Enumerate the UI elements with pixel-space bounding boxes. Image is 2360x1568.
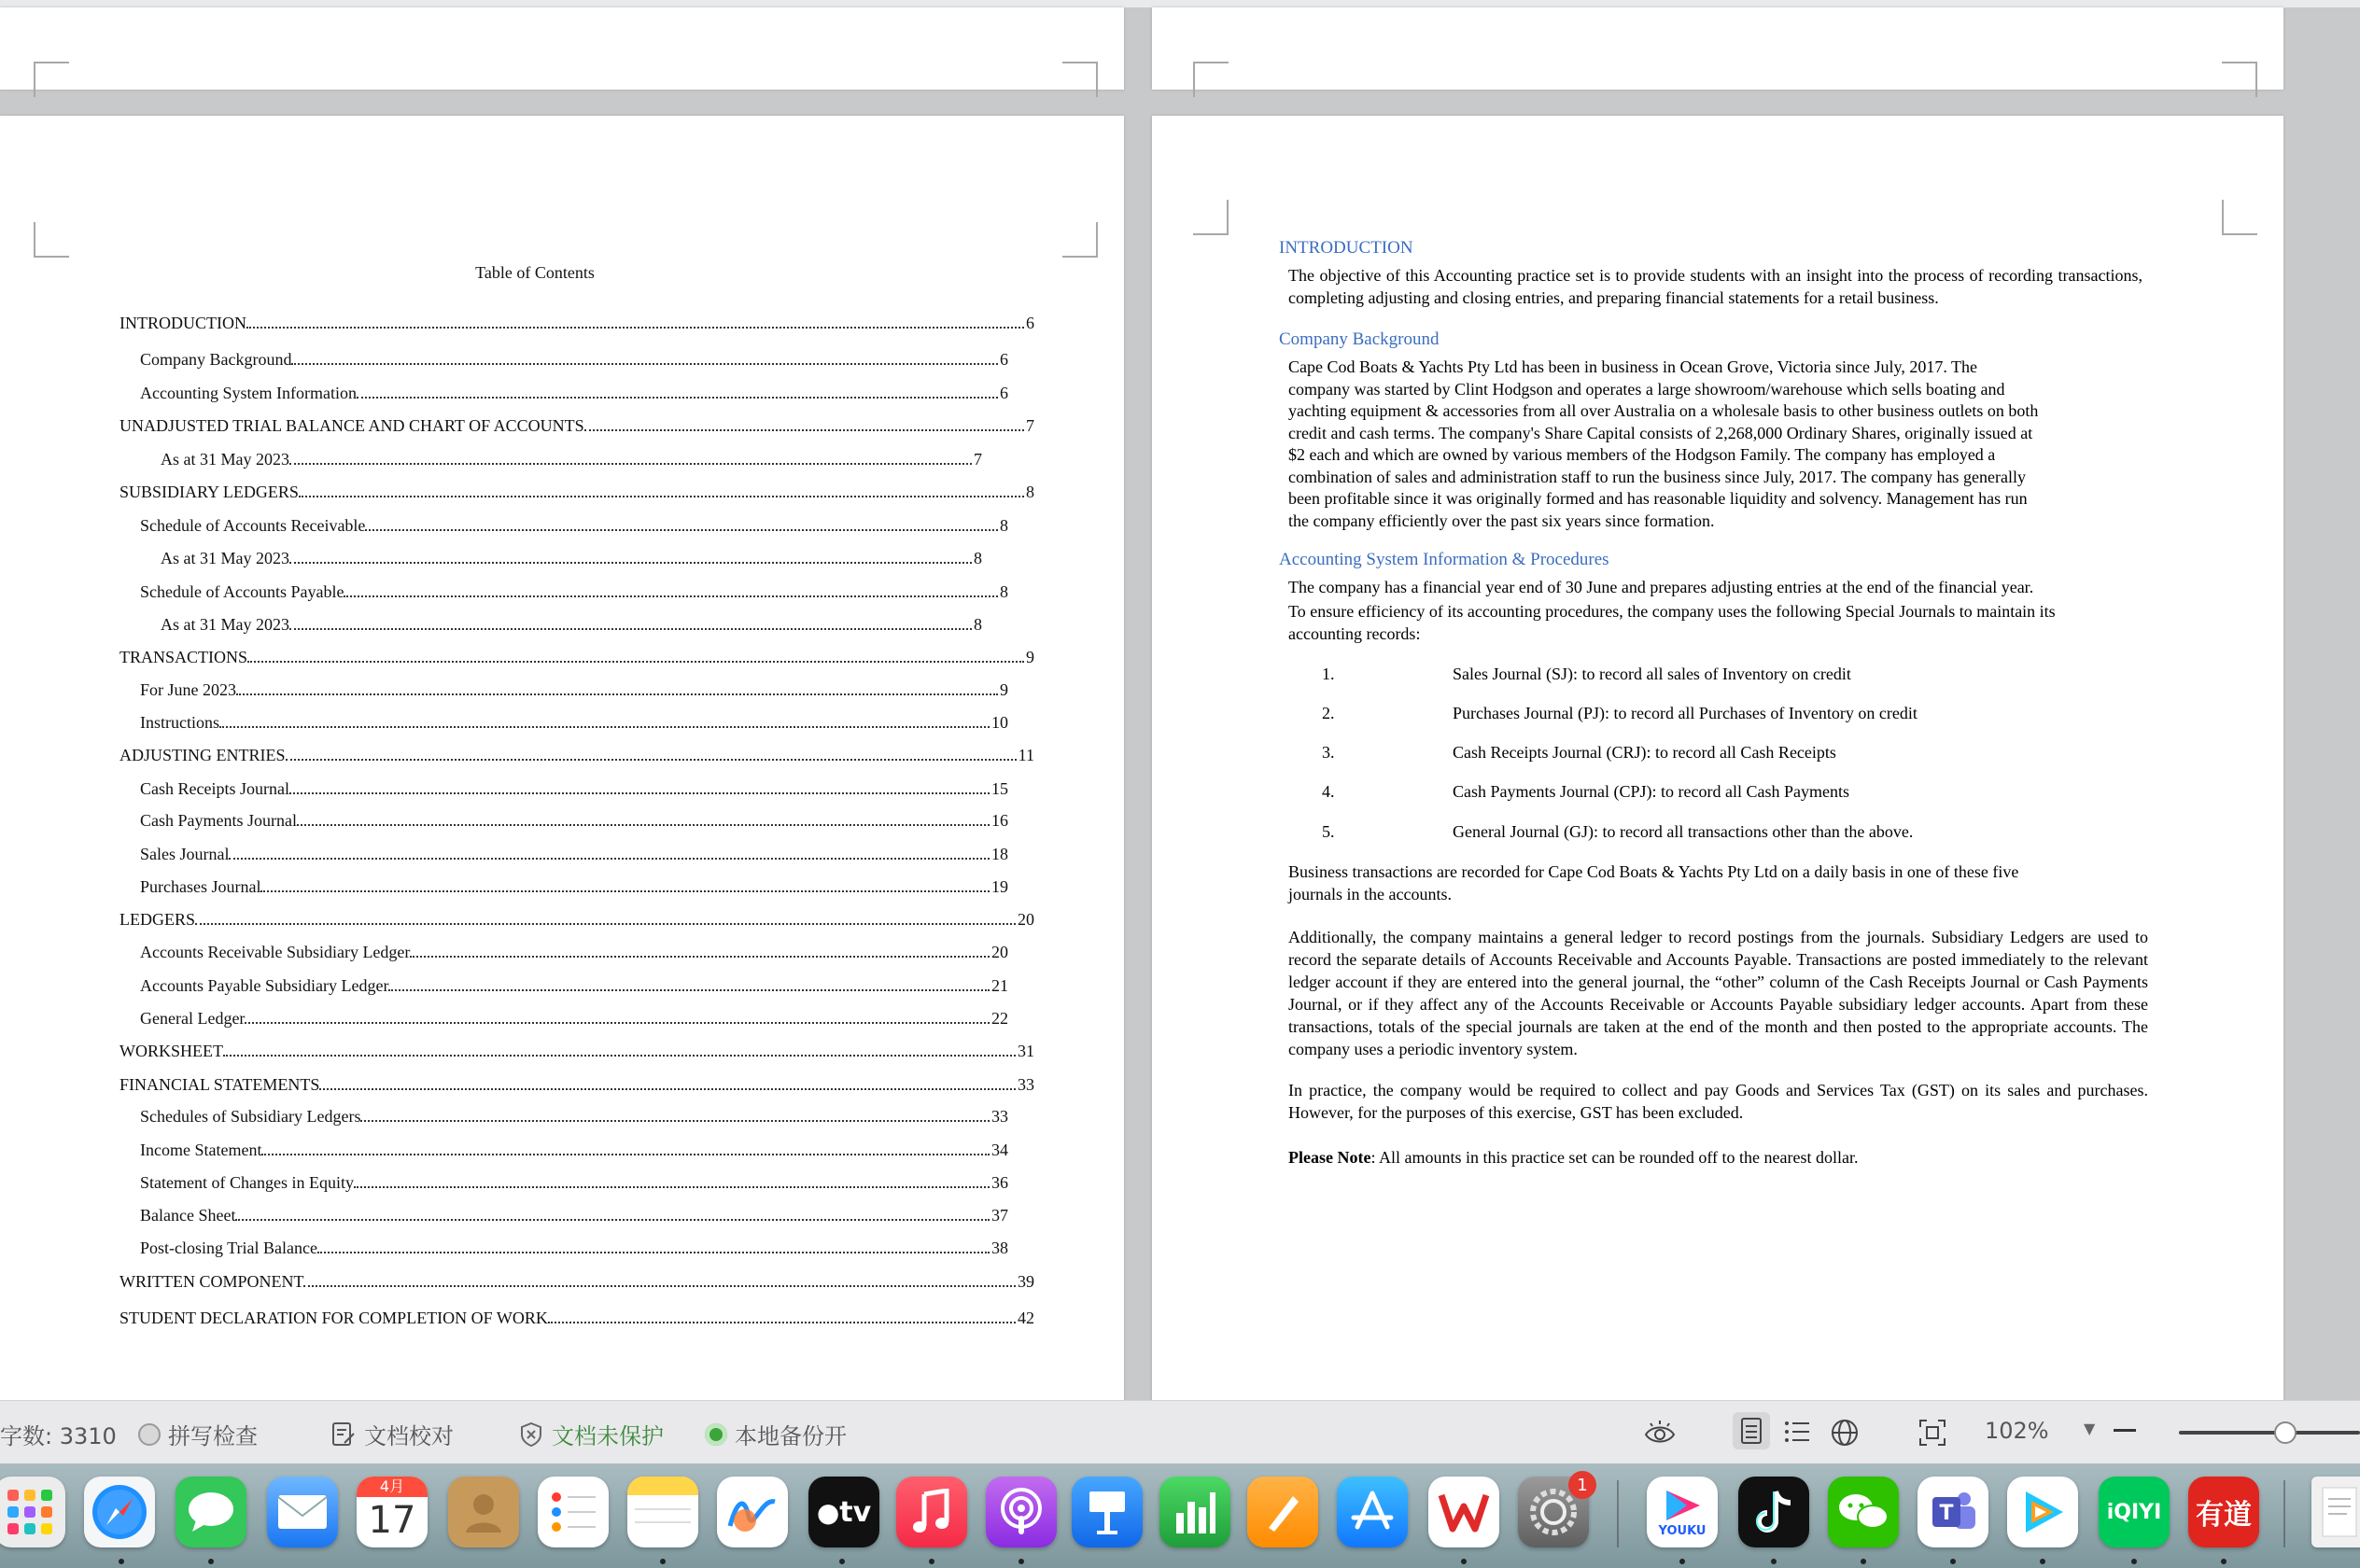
toc-entry-page: 19: [991, 877, 1008, 896]
toc-leader-dots: [360, 1120, 990, 1122]
toc-entry[interactable]: [161, 615, 982, 637]
toc-entry-page: 33: [991, 1107, 1008, 1126]
teams-icon[interactable]: [1918, 1477, 1988, 1547]
toc-leader-dots: [289, 792, 990, 794]
toc-entry-page: 9: [1000, 680, 1008, 699]
accounting-line-2: To ensure efficiency of its accounting procedures, the company uses the following Special Journals to maintain its: [1288, 602, 2056, 621]
toc-entry-page: 8: [974, 549, 982, 567]
document-protection-button[interactable]: 文档未保护: [518, 1418, 664, 1450]
company-background-line: combination of sales and administration staff to run the business since July, 2017. The company has generally: [1288, 467, 2027, 486]
web-view-button[interactable]: [1830, 1418, 1860, 1448]
zoom-level[interactable]: 102%: [1985, 1418, 2049, 1444]
dock-separator: [1617, 1480, 1619, 1547]
journal-description: General Journal (GJ): to record all transactions other than the above.: [1453, 822, 1914, 841]
messages-icon[interactable]: [176, 1477, 246, 1547]
toc-entry-title: Purchases Journal: [140, 877, 261, 896]
wps-icon[interactable]: [1428, 1477, 1499, 1547]
proofread-button[interactable]: 文档校对: [330, 1418, 454, 1450]
toc-entry-page: 8: [974, 615, 982, 634]
toc-entry-page: 36: [991, 1173, 1008, 1192]
page-view-icon: [1739, 1417, 1763, 1445]
toc-leader-dots: [235, 1219, 990, 1221]
running-indicator: [2040, 1559, 2045, 1564]
company-background-line: credit and cash terms. The company's Share Capital consists of 2,268,000 Ordinary Shares, originally issued at: [1288, 423, 2033, 442]
toc-entry-title: Schedules of Subsidiary Ledgers: [140, 1107, 361, 1126]
toc-leader-dots: [344, 595, 998, 597]
toc-entry[interactable]: [119, 910, 1034, 932]
eye-icon: [1643, 1418, 1677, 1448]
toc-leader-dots: [246, 327, 1024, 329]
zoom-slider[interactable]: [2179, 1431, 2360, 1435]
toc-leader-dots: [289, 562, 972, 564]
running-indicator: [208, 1559, 214, 1564]
toc-entry-title: Income Statement: [140, 1141, 262, 1159]
outline-view-button[interactable]: [1783, 1418, 1811, 1446]
toc-entry-title: As at 31 May 2023: [161, 450, 289, 469]
page-table-of-contents[interactable]: [0, 116, 1124, 1400]
toc-leader-dots: [548, 1322, 1016, 1323]
toc-entry[interactable]: [140, 779, 1008, 802]
toc-leader-dots: [286, 759, 1017, 761]
word-count[interactable]: 字数: 3310: [0, 1423, 117, 1449]
fullscreen-icon: [1918, 1418, 1947, 1448]
toc-leader-dots: [229, 858, 990, 860]
toc-entry-title: As at 31 May 2023: [161, 615, 289, 634]
running-indicator: [1861, 1559, 1866, 1564]
svg-text:T: T: [1939, 1502, 1954, 1525]
previous-page-left: [0, 7, 1124, 90]
toc-entry-page: 6: [1000, 384, 1008, 402]
apple-logo-icon: ●: [816, 1496, 840, 1528]
app-store-icon[interactable]: [1337, 1477, 1408, 1547]
toc-entry-page: 31: [1018, 1042, 1034, 1060]
toc-entry-page: 7: [974, 450, 982, 469]
toc-entry[interactable]: [119, 483, 1034, 505]
toc-entry[interactable]: [140, 877, 1008, 900]
toc-leader-dots: [291, 363, 998, 365]
running-indicator: [2221, 1559, 2227, 1564]
youdao-icon[interactable]: 有道: [2188, 1477, 2259, 1547]
margin-mark: [1062, 62, 1098, 97]
toc-leader-dots: [289, 628, 972, 630]
margin-mark: [2222, 62, 2257, 97]
please-note-text: : All amounts in this practice set can be rounded off to the nearest dollar.: [1370, 1148, 1859, 1167]
toc-entry-page: 20: [1018, 910, 1034, 929]
toc-leader-dots: [584, 429, 1024, 431]
freeform-icon[interactable]: [717, 1477, 788, 1547]
reminders-icon[interactable]: [538, 1477, 609, 1547]
accounting-line-3: accounting records:: [1288, 624, 1421, 643]
toc-entry-title: Accounts Payable Subsidiary Ledger: [140, 976, 389, 995]
toc-entry[interactable]: [140, 582, 1008, 605]
calendar-day: 17: [368, 1499, 416, 1542]
additionally-paragraph: Additionally, the company maintains a general ledger to record postings from the journals. Subsidiary Ledgers are used to record the separate details of Accounts Receivable and Accounts Payable. Transactions are posted immediately to the relevant ledger account if they are entered into the general journal, the “other” column of the Cash Receipts Journal or Cash Payments Journal, or if they affect any of the Accounts Receivable or Accounts Payable subsidiary ledger accounts. Apart from these transactions, totals of the special journals are taken at the end of the month and then posted to the appropriate accounts. The company uses a periodic inventory system.: [1288, 928, 2148, 1058]
toc-leader-dots: [245, 1022, 990, 1024]
toc-entry-title: Cash Payments Journal: [140, 811, 297, 830]
toc-leader-dots: [319, 1088, 1016, 1090]
outline-view-icon: [1783, 1418, 1811, 1446]
margin-mark: [34, 62, 69, 97]
music-icon[interactable]: [896, 1477, 967, 1547]
toc-entry-title: Accounting System Information: [140, 384, 357, 402]
toc-entry-title: Instructions: [140, 713, 219, 732]
system-settings-icon[interactable]: [1518, 1477, 1589, 1547]
notes-icon[interactable]: [627, 1477, 698, 1547]
journal-description: Sales Journal (SJ): to record all sales of Inventory on credit: [1453, 665, 1851, 683]
please-note-label: Please Note: [1288, 1148, 1371, 1167]
toc-entry-title: Cash Receipts Journal: [140, 779, 289, 798]
toc-leader-dots: [299, 496, 1024, 497]
page-view-button[interactable]: [1733, 1412, 1770, 1449]
toc-entry-page: 6: [1000, 350, 1008, 369]
margin-mark: [2222, 200, 2257, 235]
toc-leader-dots: [261, 1154, 990, 1155]
toc-leader-dots: [195, 923, 1016, 925]
toc-entry[interactable]: [140, 516, 1008, 539]
keynote-icon[interactable]: [1072, 1477, 1143, 1547]
running-indicator: [660, 1559, 666, 1564]
toc-entry[interactable]: [119, 416, 1034, 439]
toc-entry[interactable]: [119, 1309, 1034, 1331]
toc-entry[interactable]: [119, 314, 1034, 336]
toc-entry-page: 18: [991, 845, 1008, 863]
toc-entry-title: Schedule of Accounts Payable: [140, 582, 344, 601]
toc-entry-title: LEDGERS: [119, 910, 195, 929]
running-indicator: [929, 1559, 934, 1564]
journal-number: 5.: [1322, 822, 1335, 841]
toc-title: Table of Contents: [475, 263, 595, 282]
toc-entry-title: Statement of Changes in Equity: [140, 1173, 354, 1192]
numbers-icon[interactable]: [1159, 1477, 1230, 1547]
tiktok-icon[interactable]: [1738, 1477, 1809, 1547]
toc-entry-title: FINANCIAL STATEMENTS: [119, 1075, 320, 1094]
toc-entry[interactable]: [119, 1042, 1034, 1064]
toc-entry-title: WRITTEN COMPONENT: [119, 1272, 304, 1291]
accounting-line-1: The company has a financial year end of 30 June and prepares adjusting entries at the end of the financial year.: [1288, 578, 2034, 596]
toc-leader-dots: [303, 1285, 1016, 1287]
toc-entry-title: INTRODUCTION: [119, 314, 246, 332]
running-indicator: [119, 1559, 124, 1564]
eye-protection-button[interactable]: [1643, 1418, 1677, 1448]
launchpad-icon[interactable]: [0, 1477, 65, 1547]
toc-entry[interactable]: [140, 811, 1008, 833]
apple-tv-icon[interactable]: ● tv: [808, 1477, 879, 1547]
toc-entry-title: STUDENT DECLARATION FOR COMPLETION OF WORK: [119, 1309, 548, 1327]
toc-entry-page: 33: [1018, 1075, 1034, 1094]
margin-mark: [34, 222, 69, 258]
heading-introduction: INTRODUCTION: [1279, 238, 1413, 258]
intro-paragraph: The objective of this Accounting practice set is to provide students with an insight into the process of recording transactions, completing adjusting and closing entries, and preparing financial statements for a retail business.: [1288, 266, 2142, 307]
downloads-stack-icon[interactable]: [2311, 1477, 2360, 1547]
company-background-line: $2 each and which are owned by various members of the Hodgson Family. The company has employed a: [1288, 445, 1996, 464]
toc-entry-page: 16: [991, 811, 1008, 830]
toc-entry-page: 21: [991, 976, 1008, 995]
calendar-month: 4月: [357, 1477, 428, 1497]
mail-icon[interactable]: [267, 1477, 338, 1547]
company-background-line: the company efficiently over the past six years since formation.: [1288, 511, 1715, 530]
toc-entry[interactable]: [140, 384, 1008, 406]
toc-entry-page: 15: [991, 779, 1008, 798]
toc-leader-dots: [354, 1186, 990, 1188]
toc-entry-title: General Ledger: [140, 1009, 246, 1028]
company-background-line: yachting equipment & accessories from all over Australia on a wholesale basis to other business outlets on both: [1288, 401, 2039, 420]
podcasts-icon[interactable]: [986, 1477, 1057, 1547]
journal-number: 3.: [1322, 743, 1335, 762]
running-indicator: [1461, 1559, 1467, 1564]
toc-entry[interactable]: [140, 680, 1008, 703]
business-transactions-line-1: Business transactions are recorded for Cape Cod Boats & Yachts Pty Ltd on a daily basis in one of these five: [1288, 862, 2019, 881]
toc-entry-title: Sales Journal: [140, 845, 230, 863]
toc-leader-dots: [219, 726, 990, 728]
settings-badge: 1: [1568, 1471, 1596, 1499]
toc-entry[interactable]: [140, 713, 1008, 735]
journal-number: 4.: [1322, 782, 1335, 801]
company-background-line: been profitable since it was originally formed and has reasonable liquidity and solvency. Management has run: [1288, 489, 2028, 508]
zoom-dropdown-icon[interactable]: ▼: [2084, 1420, 2096, 1437]
please-note: [1288, 1146, 1859, 1169]
toc-entry[interactable]: [119, 746, 1034, 768]
toc-leader-dots: [410, 956, 990, 958]
toc-entry-title: Schedule of Accounts Receivable: [140, 516, 366, 535]
toc-entry[interactable]: [140, 845, 1008, 867]
heading-company-background: Company Background: [1279, 329, 1440, 349]
toc-entry[interactable]: [140, 1141, 1008, 1163]
company-background-line: company was started by Clint Hodgson and operates a large showroom/warehouse which sells boating and: [1288, 379, 2005, 399]
toc-entry-page: 22: [991, 1009, 1008, 1028]
business-transactions-line-2: journals in the accounts.: [1288, 885, 1452, 903]
youku-icon[interactable]: YOUKU: [1647, 1477, 1718, 1547]
safari-icon[interactable]: [84, 1477, 155, 1547]
toc-leader-dots: [247, 661, 1024, 663]
toc-leader-dots: [260, 890, 990, 892]
company-background-line: Cape Cod Boats & Yachts Pty Ltd has been in business in Ocean Grove, Victoria since July, 2017. The: [1288, 357, 1977, 376]
journal-description: Cash Payments Journal (CPJ): to record all Cash Payments: [1453, 782, 1849, 801]
toc-entry-page: 34: [991, 1141, 1008, 1159]
toc-entry[interactable]: [119, 1075, 1034, 1098]
toc-entry-page: 11: [1018, 746, 1034, 764]
margin-mark: [1062, 222, 1098, 258]
spell-check-button[interactable]: 拼写检查: [138, 1418, 258, 1450]
toc-entry-page: 8: [1026, 483, 1034, 501]
calendar-icon[interactable]: [357, 1477, 428, 1547]
toc-entry[interactable]: [140, 1206, 1008, 1228]
toc-entry[interactable]: [140, 1239, 1008, 1261]
running-indicator: [1679, 1559, 1685, 1564]
running-indicator: [1771, 1559, 1777, 1564]
tencent-video-icon[interactable]: [2007, 1477, 2078, 1547]
globe-icon: [1830, 1418, 1860, 1448]
toc-entry-title: TRANSACTIONS: [119, 648, 248, 666]
toc-entry[interactable]: [140, 976, 1008, 999]
toc-entry-title: As at 31 May 2023: [161, 549, 289, 567]
journal-description: Purchases Journal (PJ): to record all Purchases of Inventory on credit: [1453, 704, 1918, 722]
dock-separator: [2283, 1480, 2285, 1547]
toc-leader-dots: [365, 529, 998, 531]
toc-entry[interactable]: [140, 1107, 1008, 1129]
status-bar: [0, 1400, 2360, 1464]
toc-entry[interactable]: [119, 1272, 1034, 1295]
zoom-slider-handle[interactable]: [2274, 1421, 2297, 1444]
fullscreen-button[interactable]: [1918, 1418, 1947, 1448]
running-indicator: [1950, 1559, 1956, 1564]
toc-entry-page: 9: [1026, 648, 1034, 666]
toc-entry-title: Post-closing Trial Balance: [140, 1239, 317, 1257]
toc-leader-dots: [297, 824, 990, 826]
iqiyi-icon[interactable]: iQIYI: [2099, 1477, 2170, 1547]
toc-entry-title: UNADJUSTED TRIAL BALANCE AND CHART OF ACCOUNTS: [119, 416, 584, 435]
toc-entry-page: 38: [991, 1239, 1008, 1257]
running-indicator: [839, 1559, 845, 1564]
wechat-icon[interactable]: [1828, 1477, 1899, 1547]
toc-leader-dots: [388, 989, 990, 991]
running-indicator: [2131, 1559, 2137, 1564]
toc-entry-page: 37: [991, 1206, 1008, 1225]
toc-entry[interactable]: [140, 1009, 1008, 1031]
toc-entry[interactable]: [119, 648, 1034, 670]
toc-entry-title: ADJUSTING ENTRIES: [119, 746, 286, 764]
toc-leader-dots: [357, 397, 998, 399]
toc-entry-title: For June 2023: [140, 680, 236, 699]
gst-paragraph: In practice, the company would be required to collect and pay Goods and Services Tax (GST) on its sales and purchases. However, for the purposes of this exercise, GST has been excluded.: [1288, 1081, 2148, 1122]
toc-entry[interactable]: [140, 943, 1008, 965]
toc-leader-dots: [317, 1252, 990, 1253]
shield-icon: [518, 1421, 544, 1449]
proofread-icon: [330, 1421, 357, 1449]
backup-status-dot-icon: [705, 1423, 727, 1446]
toc-leader-dots: [236, 693, 998, 695]
toc-entry-page: 8: [1000, 516, 1008, 535]
toc-entry-title: WORKSHEET: [119, 1042, 223, 1060]
toc-entry-page: 20: [991, 943, 1008, 961]
contacts-icon[interactable]: [448, 1477, 519, 1547]
heading-accounting-system: Accounting System Information & Procedures: [1279, 550, 1609, 569]
spell-check-circle-icon: [138, 1423, 161, 1446]
running-indicator: [1018, 1559, 1024, 1564]
toc-entry-page: 42: [1018, 1309, 1034, 1327]
journal-description: Cash Receipts Journal (CRJ): to record all Cash Receipts: [1453, 743, 1836, 762]
toc-leader-dots: [223, 1055, 1016, 1057]
toc-entry-title: Balance Sheet: [140, 1206, 236, 1225]
workspace-top-edge: [0, 0, 2360, 7]
previous-page-right: [1152, 7, 2283, 90]
toc-entry-page: 39: [1018, 1272, 1034, 1291]
toc-entry-page: 6: [1026, 314, 1034, 332]
toc-leader-dots: [289, 463, 972, 465]
margin-mark: [1193, 62, 1229, 97]
local-backup-button[interactable]: 本地备份开: [705, 1418, 847, 1450]
toc-entry-page: 8: [1000, 582, 1008, 601]
toc-entry[interactable]: [161, 549, 982, 571]
toc-entry-title: Accounts Receivable Subsidiary Ledger: [140, 943, 411, 961]
toc-entry[interactable]: [161, 450, 982, 472]
toc-entry-page: 7: [1026, 416, 1034, 435]
zoom-out-button[interactable]: [2114, 1429, 2136, 1432]
macos-dock: [0, 1463, 2360, 1568]
toc-entry-title: Company Background: [140, 350, 292, 369]
toc-entry[interactable]: [140, 350, 1008, 372]
toc-entry-title: SUBSIDIARY LEDGERS: [119, 483, 299, 501]
journal-number: 1.: [1322, 665, 1335, 683]
margin-mark: [1193, 200, 1229, 235]
toc-entry[interactable]: [140, 1173, 1008, 1196]
pages-icon[interactable]: [1247, 1477, 1318, 1547]
toc-entry-page: 10: [991, 713, 1008, 732]
journal-number: 2.: [1322, 704, 1335, 722]
